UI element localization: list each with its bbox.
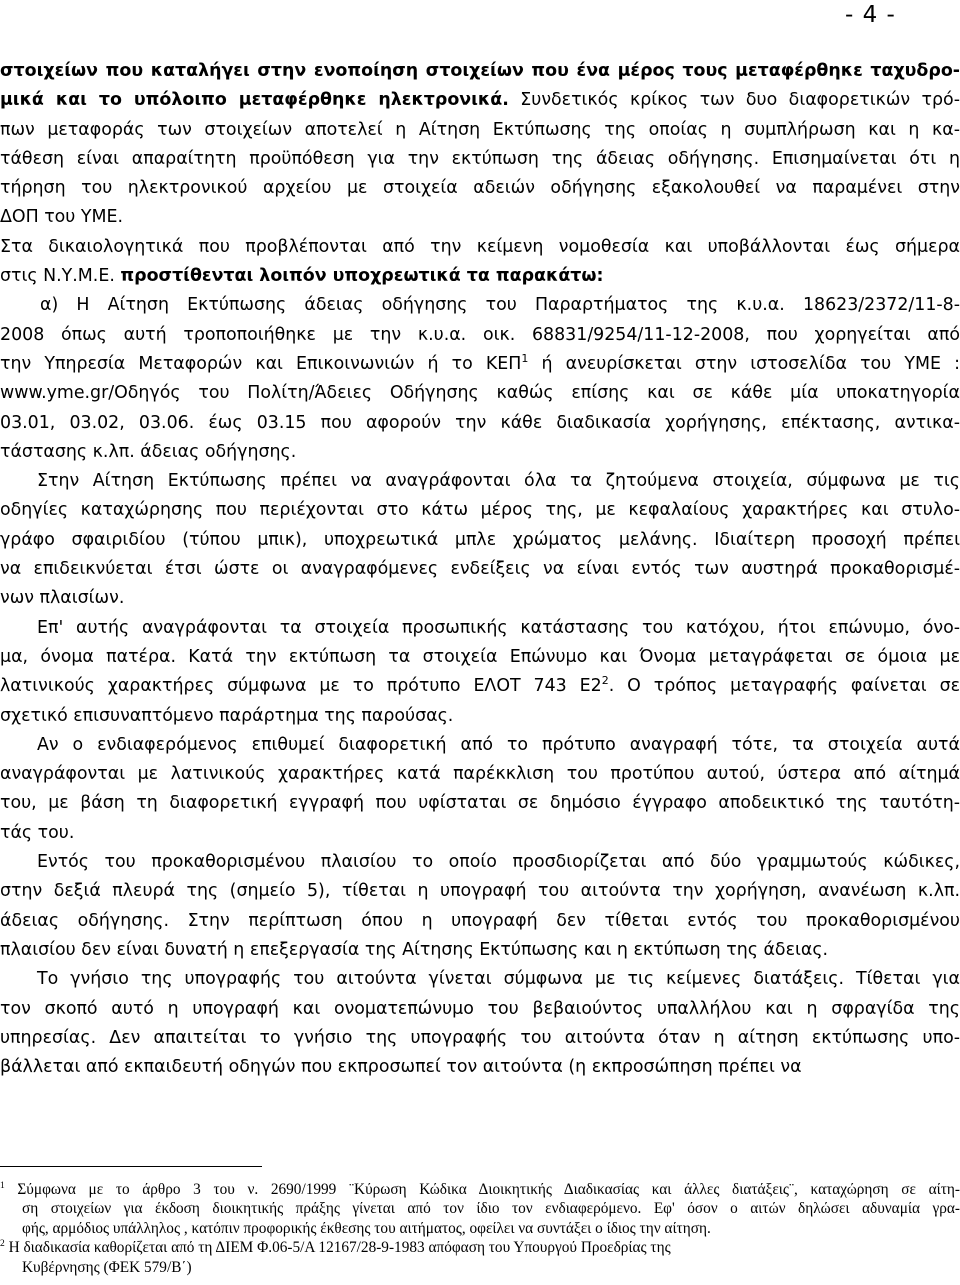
text-line: σχετικό επισυναπτόμενο παράρτημα της παρούσας. xyxy=(0,705,454,726)
paragraph-6 xyxy=(0,731,960,848)
text-line xyxy=(0,672,960,701)
text-line: υπηρεσίας. Δεν απαιτείται το γνήσιο της υπογραφής του αιτούντα όταν η αίτηση εκτύπωσης υπο- xyxy=(0,1027,960,1048)
text-line: στην δεξιά πλευρά της (σημείο 5), τίθεται η υπογραφή του αιτούντα την χορήγηση, ανανέωση κ.λπ. xyxy=(0,881,960,902)
text-line: Επ' αυτής αναγράφονται τα στοιχεία προσωπικής κατάστασης του κατόχου, ήτοι επώνυμο, όνο- xyxy=(37,617,960,638)
text-line: Κυβέρνησης (ΦΕΚ 579/Β΄) xyxy=(22,1258,192,1276)
text-span: . Ο τρόπος μεταγραφής φαίνεται σε xyxy=(608,676,960,697)
text-line: Αν ο ενδιαφερόμενος επιθυμεί διαφορετική από το πρότυπο αναγραφή τότε, τα στοιχεία αυτά xyxy=(37,734,960,755)
paragraph-8 xyxy=(0,965,960,1082)
text-line: άδειας οδήγησης. Στην περίπτωση όπου η υπογραφή δεν τίθεται εντός του προκαθορισμένου xyxy=(0,910,960,931)
text-line: Εντός του προκαθορισμένου πλαισίου το οποίο προσδιορίζεται από δύο γραμμωτούς κώδικες, xyxy=(37,852,960,873)
text-line: Στην Αίτηση Εκτύπωσης πρέπει να αναγράφονται όλα τα ζητούμενα στοιχεία, σύμφωνα με τις xyxy=(37,471,960,492)
text-line: ΔΟΠ του ΥΜΕ. xyxy=(0,207,124,228)
text-line: οδηγίες καταχώρησης που περιέχονται στο κάτω μέρος της, με κεφαλαίους χαρακτήρες και στυλο- xyxy=(0,500,960,521)
text-line: 03.01, 03.02, 03.06. έως 03.15 που αφορούν την κάθε διαδικασία χορήγησης, επέκτασης, αντικα- xyxy=(0,412,960,433)
text-line: Στα δικαιολογητικά που προβλέπονται από την κείμενη νομοθεσία και υποβάλλονται έως σήμερα xyxy=(0,236,960,257)
text-line: 2008 όπως αυτή τροποποιήθηκε με την κ.υ.α. οικ. 68831/9254/11-12-2008, που χορηγείται από xyxy=(0,324,960,345)
page-number: - 4 - xyxy=(845,2,896,28)
text-line: τάθεση είναι απαραίτητη προϋπόθεση για την εκτύπωση της άδειας οδήγησης. Επισημαίνεται ότι η xyxy=(0,148,960,169)
text-line: τάστασης κ.λπ. άδειας οδήγησης. xyxy=(0,441,297,462)
text-line: τάς του. xyxy=(0,822,75,843)
text-line xyxy=(0,350,960,379)
text-line: βάλλεται από εκπαιδευτή οδηγών που εκπροσωπεί τον αιτούντα (η εκπροσώπηση πρέπει να xyxy=(0,1057,802,1078)
paragraph-4 xyxy=(0,467,960,613)
text-line: α) Η Αίτηση Εκτύπωσης άδειας οδήγησης του Παραρτήματος της κ.υ.α. 18623/2372/11-8- xyxy=(40,295,960,316)
text-span: Η διαδικασία καθορίζεται από τη ΔΙΕΜ Φ.06-5/Α 12167/28-9-1983 απόφαση του Υπουργού Προεδρίας της xyxy=(4,1239,671,1257)
footnote-number: 1 xyxy=(0,1180,5,1191)
text-line: Το γνήσιο της υπογραφής του αιτούντα γίνεται σύμφωνα με τις κείμενες διατάξεις. Τίθεται για xyxy=(37,969,960,990)
footnote-number: 2 xyxy=(0,1239,5,1250)
paragraph-1 xyxy=(0,57,960,233)
text-span: ή ανευρίσκεται στην ιστοσελίδα του ΥΜΕ : xyxy=(528,353,960,374)
text-line: στοιχείων που καταλήγει στην ενοποίηση στοιχείων που ένα μέρος τους μεταφέρθηκε ταχυδρο- xyxy=(0,61,960,81)
footnotes xyxy=(0,1180,960,1277)
footnote-1 xyxy=(0,1180,960,1199)
text-line: να επιδεικνύεται έτσι ώστε οι αναγραφόμενες ενδείξεις να είναι εντός των αυστηρά προκαθορισμέ- xyxy=(0,559,960,580)
footnote-ref-2[interactable]: 2 xyxy=(601,674,609,688)
text-line: φής, αρμόδιος υπάλληλος , κατόπιν προφορικής έκθεσης του αιτήματος, οφείλει να συντάξει ο ίδιος την αίτηση. xyxy=(22,1219,711,1237)
text-line: γράφο σφαιριδίου (τύπου μπικ), υποχρεωτικά μπλε χρώματος μελάνης. Ιδιαίτερη προσοχή πρέπει xyxy=(0,529,960,550)
text-line: αναγράφονται με λατινικούς χαρακτήρες κατά παρέκκλιση του προτύπου αυτού, ύστερα από αίτημά xyxy=(0,764,960,785)
text-line: πλαισίου δεν είναι δυνατή η επεξεργασία της Αίτησης Εκτύπωσης και η εκτύπωση της άδειας. xyxy=(0,939,829,960)
text-span: λατινικούς χαρακτήρες σύμφωνα με το πρότυπο ΕΛΟΤ 743 Ε2 xyxy=(0,676,602,697)
text-line: www.yme.gr/Οδηγός του Πολίτη/Άδειες Οδήγησης καθώς επίσης και σε κάθε μία υποκατηγορία xyxy=(0,383,960,404)
bold-phrase: προστίθενται λοιπόν υποχρεωτικά τα παρακάτω: xyxy=(120,266,604,287)
text-span: Σύμφωνα με το άρθρο 3 του ν. 2690/1999 ¨Κύρωση Κώδικα Διοικητικής Διαδικασίας και άλλες διατάξεις¨, καταχώρηση σε αίτη- xyxy=(17,1181,960,1198)
text-span: την Υπηρεσία Μεταφορών και Επικοινωνιών ή το ΚΕΠ xyxy=(0,353,522,374)
text-line: μα, όνομα πατέρα. Κατά την εκτύπωση τα στοιχεία Επώνυμο και Όνομα μεταγράφεται σε όμοια με xyxy=(0,646,960,667)
text-line: τήρηση του ηλεκτρονικού αρχείου με στοιχεία αδειών οδήγησης εξακολουθεί να παραμένει στην xyxy=(0,178,960,199)
paragraph-3 xyxy=(0,291,960,467)
text-line xyxy=(0,86,960,115)
text-span: Συνδετικός κρίκος των δυο διαφορετικών τρό- xyxy=(508,90,960,111)
text-line: ση στοιχείων για έκδοση διοικητικής πράξης γίνεται από τον ίδιο τον ενδιαφερόμενο. Εφ' όσον ο αιτών δηλώσει αδυναμία γρα- xyxy=(22,1200,960,1218)
text-line: τον σκοπό αυτό η υπογραφή και ονοματεπώνυμο του βεβαιούντος υπαλλήλου και η σφραγίδα της xyxy=(0,998,960,1019)
paragraph-5 xyxy=(0,614,960,731)
paragraph-2 xyxy=(0,233,960,292)
text-span: στις Ν.Υ.Μ.Ε. xyxy=(0,266,121,287)
document-body xyxy=(0,57,960,1082)
text-line xyxy=(0,262,960,291)
text-line: του, με βάση τη διαφορετική εγγραφή που υφίσταται σε δημόσιο έγγραφο αποδεικτικό της ταυτότη- xyxy=(0,793,960,814)
text-line: πων μεταφοράς των στοιχείων αποτελεί η Αίτηση Εκτύπωσης της οποίας η συμπλήρωση και η κα- xyxy=(0,119,960,140)
text-line: νων πλαισίων. xyxy=(0,588,125,609)
paragraph-7 xyxy=(0,848,960,965)
footnote-ref-1[interactable]: 1 xyxy=(521,352,529,366)
bold-phrase: μικά και το υπόλοιπο μεταφέρθηκε ηλεκτρονικά. xyxy=(0,90,509,111)
footnote-2 xyxy=(0,1238,960,1257)
footnote-separator xyxy=(0,1166,262,1167)
